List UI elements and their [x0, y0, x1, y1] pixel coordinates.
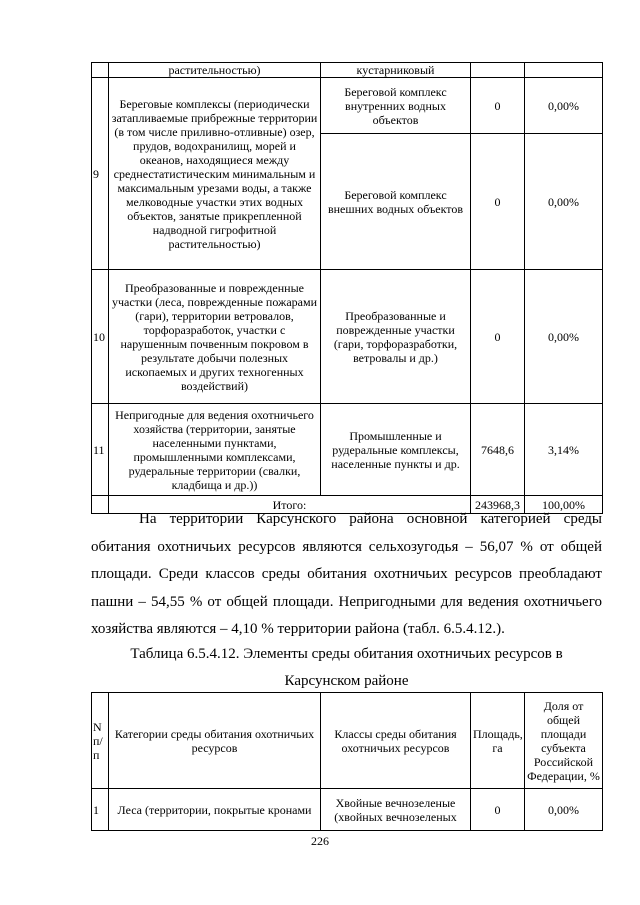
category-cell: растительностью) [109, 63, 321, 78]
page-number: 226 [311, 834, 329, 848]
header-class: Классы среды обитания охотничьих ресурсов [321, 693, 471, 789]
header-area: Площадь, га [471, 693, 525, 789]
class-cell: кустарниковый [321, 63, 471, 78]
area-cell: 0 [471, 789, 525, 831]
area-cell: 0 [471, 78, 525, 134]
share-cell: 0,00% [525, 134, 603, 270]
share-cell [525, 63, 603, 78]
share-cell: 0,00% [525, 270, 603, 404]
table-row [92, 404, 603, 496]
class-cell: Хвойные вечнозеленые (хвойных вечнозеленых [321, 789, 471, 831]
area-cell: 7648,6 [471, 404, 525, 496]
total-area: 243968,3 [471, 496, 525, 514]
total-label: Итого: [109, 496, 471, 514]
row-number: 11 [92, 404, 109, 496]
share-cell: 0,00% [525, 78, 603, 134]
table-row [92, 63, 603, 78]
area-cell [471, 63, 525, 78]
header-number: N п/п [92, 693, 109, 789]
row-number: 1 [92, 789, 109, 831]
row-number: 9 [92, 78, 109, 270]
share-cell: 0,00% [525, 789, 603, 831]
table-row [92, 270, 603, 404]
table-caption: Таблица 6.5.4.12. Элементы среды обитания охотничьих ресурсов в Карсунском районе [130, 646, 563, 689]
class-cell: Промышленные и рудеральные комплексы, населенные пункты и др. [321, 404, 471, 496]
row-number [92, 63, 109, 78]
table-row [92, 78, 603, 134]
category-cell: Непригодные для ведения охотничьего хозяйства (территории, занятые населенными пунктами, промышленными комплексами, рудеральные территории (свалки, кладбища и др.)) [109, 404, 321, 496]
total-share: 100,00% [525, 496, 603, 514]
header-share: Доля от общей площади субъекта Российской Федерации, % [525, 693, 603, 789]
area-cell: 0 [471, 270, 525, 404]
header-category: Категории среды обитания охотничьих ресурсов [109, 693, 321, 789]
row-number: 10 [92, 270, 109, 404]
habitat-table-continued [91, 62, 603, 514]
table-row [92, 789, 603, 831]
category-cell: Береговые комплексы (периодически затапливаемые прибрежные территории (в том числе приливно-отливные) озер, прудов, водохранилищ, морей и океанов, находящиеся между среднестатистическим минимальным и максимальным урезами воды, а также мелководные участки этих водных объектов, занятые прикрепленной надводной гигрофитной растительностью) [109, 78, 321, 270]
area-cell: 0 [471, 134, 525, 270]
class-cell: Береговой комплекс внешних водных объектов [321, 134, 471, 270]
category-cell: Леса (территории, покрытые кронами [109, 789, 321, 831]
class-cell: Береговой комплекс внутренних водных объектов [321, 78, 471, 134]
habitat-elements-table [91, 692, 603, 831]
table-header-row [92, 693, 603, 789]
category-cell: Преобразованные и поврежденные участки (леса, поврежденные пожарами (гари), территории ветровалов, торфоразработок, участки с нарушенным почвенным покровом в результате добычи полезных ископаемых и других техногенных воздействий) [109, 270, 321, 404]
body-paragraph: На территории Карсунского района основной категорией среды обитания охотничьих ресурсов являются сельхозугодья – 56,07 % от общей площади. Среди классов среды обитания охотничьих ресурсов преобладают пашни – 54,55 % от общей площади. Непригодными для ведения охотничьего хозяйства являются – 4,10 % территории района (табл. 6.5.4.12.). [91, 511, 602, 637]
class-cell: Преобразованные и поврежденные участки (гари, торфоразработки, ветровалы и др.) [321, 270, 471, 404]
share-cell: 3,14% [525, 404, 603, 496]
